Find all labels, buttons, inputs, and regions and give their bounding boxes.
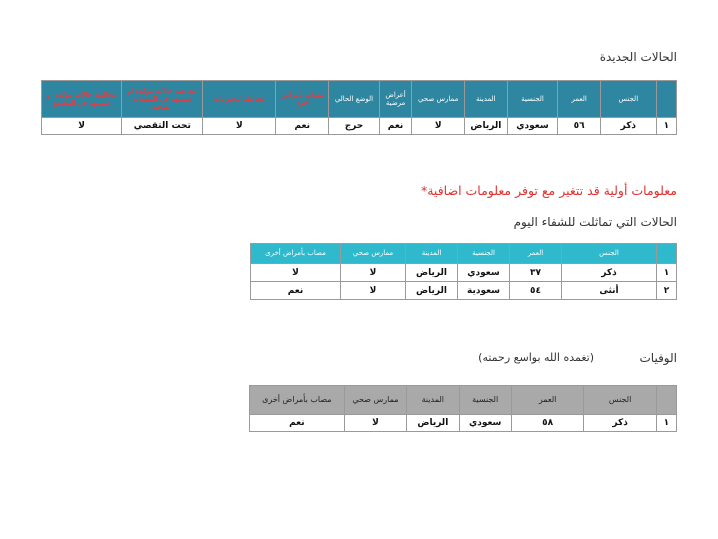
- table-cell: سعودي: [458, 264, 510, 282]
- table-cell: لا: [42, 118, 122, 135]
- table-cell: الرياض: [406, 282, 458, 300]
- table-row: [250, 415, 677, 432]
- new_cases-column-header: ممارس صحي: [412, 81, 465, 118]
- deaths-column-header: الجنسية: [459, 386, 511, 415]
- table-cell: سعودي: [507, 118, 558, 135]
- deaths-heading: الوفيات: [639, 351, 677, 365]
- table-cell: ١: [656, 415, 676, 432]
- new_cases-column-header: مصاب بأمراض أخرى: [276, 81, 329, 118]
- table-cell: سعودية: [458, 282, 510, 300]
- table-cell: تحت التقصي: [122, 118, 203, 135]
- deaths-column-header: المدينة: [407, 386, 459, 415]
- new_cases-column-header: الجنس: [600, 81, 656, 118]
- deaths-column-header: مصاب بأمراض أخرى: [250, 386, 345, 415]
- table-cell: ١: [657, 264, 677, 282]
- table-cell: سعودي: [459, 415, 511, 432]
- recovered-column-header: [657, 244, 677, 264]
- table-cell: ذكر: [600, 118, 656, 135]
- table-cell: لا: [412, 118, 465, 135]
- table-cell: لا: [203, 118, 276, 135]
- table-cell: ٥٤: [510, 282, 562, 300]
- recovered-column-header: العمر: [510, 244, 562, 264]
- recovered-table: [250, 243, 677, 300]
- recovered-column-header: المدينة: [406, 244, 458, 264]
- table-cell: ٢: [657, 282, 677, 300]
- new-cases-table: [41, 80, 677, 135]
- table-cell: ذكر: [584, 415, 657, 432]
- table-row: [251, 264, 677, 282]
- new_cases-column-header: مخالطة حالات مؤكدة او مشتبهة في المجتمع: [42, 81, 122, 118]
- table-cell: نعم: [276, 118, 329, 135]
- table-cell: ٥٦: [558, 118, 601, 135]
- deaths-subheading: (تغمده الله بواسع رحمته): [478, 351, 594, 364]
- recovered-heading: الحالات التي تماثلت للشفاء اليوم: [513, 215, 677, 229]
- recovered-column-header: ممارس صحي: [341, 244, 406, 264]
- deaths-column-header: الجنس: [584, 386, 657, 415]
- table-cell: لا: [251, 264, 341, 282]
- deaths-column-header: العمر: [511, 386, 584, 415]
- table-cell: الرياض: [406, 264, 458, 282]
- new_cases-column-header: أعراض مرضية: [379, 81, 411, 118]
- table-cell: ١: [656, 118, 676, 135]
- new-cases-heading: الحالات الجديدة: [599, 50, 677, 64]
- new_cases-column-header: مخالطة للحيوانات: [203, 81, 276, 118]
- table-cell: ذكر: [562, 264, 657, 282]
- table-cell: الرياض: [465, 118, 508, 135]
- table-cell: نعم: [251, 282, 341, 300]
- deaths-table: [249, 385, 677, 432]
- table-cell: الرياض: [407, 415, 459, 432]
- table-cell: نعم: [250, 415, 345, 432]
- table-cell: لا: [344, 415, 406, 432]
- table-row: [42, 118, 677, 135]
- table-cell: أنثى: [562, 282, 657, 300]
- table-cell: ٣٧: [510, 264, 562, 282]
- table-cell: نعم: [379, 118, 411, 135]
- new_cases-column-header: [656, 81, 676, 118]
- disclaimer-note: معلومات أولية قد تتغير مع توفر معلومات اضافية*: [420, 183, 677, 198]
- table-cell: لا: [341, 282, 406, 300]
- deaths-column-header: ممارس صحي: [344, 386, 406, 415]
- table-cell: لا: [341, 264, 406, 282]
- new_cases-column-header: المدينة: [465, 81, 508, 118]
- deaths-column-header: [656, 386, 676, 415]
- new_cases-column-header: الوضع الحالي: [329, 81, 380, 118]
- table-row: [251, 282, 677, 300]
- new_cases-column-header: الجنسية: [507, 81, 558, 118]
- recovered-column-header: الجنس: [562, 244, 657, 264]
- recovered-column-header: الجنسية: [458, 244, 510, 264]
- new_cases-column-header: العمر: [558, 81, 601, 118]
- new_cases-column-header: مخالطة حالات مؤكدة او مشتبهة في المنشآت الصحية: [122, 81, 203, 118]
- table-cell: ٥٨: [511, 415, 584, 432]
- recovered-column-header: مصاب بأمراض أخرى: [251, 244, 341, 264]
- table-cell: حرج: [329, 118, 380, 135]
